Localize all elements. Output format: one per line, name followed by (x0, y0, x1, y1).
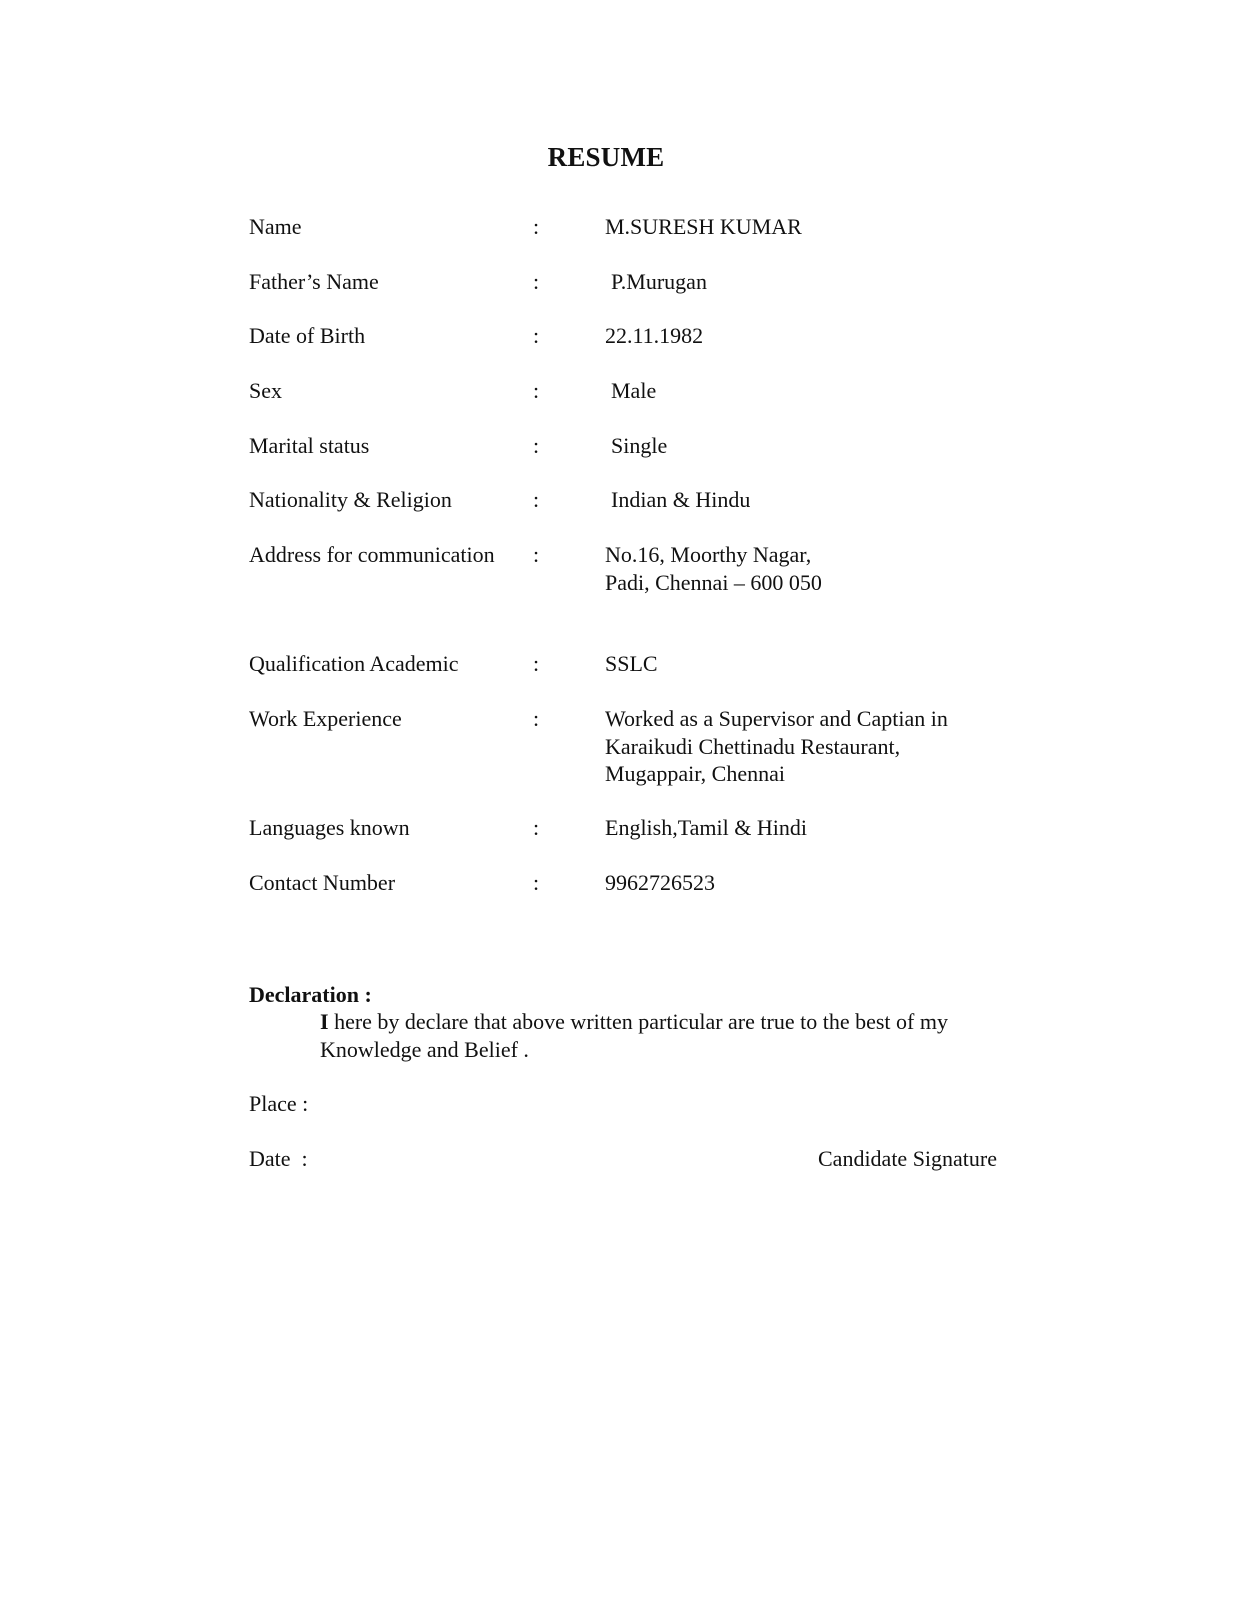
field-colon: : (533, 542, 540, 567)
field-colon: : (533, 433, 540, 458)
field-value-line: Male (611, 378, 657, 403)
field-value (611, 377, 1041, 405)
field-colon: : (533, 706, 540, 731)
field-label: Languages known (249, 815, 410, 840)
field-value-line: SSLC (605, 651, 658, 676)
field-label: Qualification Academic (249, 651, 459, 676)
declaration-line-rest: here by declare that above written particular are true to the best of my (328, 1009, 948, 1034)
field-value (611, 432, 1041, 460)
field-colon: : (533, 815, 540, 840)
candidate-signature-label: Candidate Signature (818, 1146, 998, 1171)
field-value-line: English,Tamil & Hindi (605, 815, 807, 840)
field-value (605, 650, 1035, 678)
declaration-heading: Declaration : (249, 982, 372, 1007)
field-colon: : (533, 323, 540, 348)
field-colon: : (533, 214, 540, 239)
field-value (605, 705, 1035, 788)
field-value-line: 9962726523 (605, 870, 715, 895)
field-value (605, 541, 1035, 596)
page-title: RESUME (547, 142, 665, 172)
field-value (605, 869, 1035, 897)
field-label: Address for communication (249, 542, 495, 567)
field-value-line: Worked as a Supervisor and Captian in (605, 706, 948, 731)
date-label: Date : (249, 1146, 308, 1171)
field-value-line: Karaikudi Chettinadu Restaurant, (605, 733, 901, 759)
field-colon: : (533, 487, 540, 512)
field-value (611, 268, 1041, 296)
field-label: Contact Number (249, 870, 396, 895)
declaration-line: Knowledge and Belief . (320, 1036, 529, 1062)
field-value-line: 22.11.1982 (605, 323, 704, 348)
field-value-line: Padi, Chennai – 600 050 (605, 569, 822, 595)
field-label: Work Experience (249, 706, 402, 731)
place-label: Place : (249, 1091, 309, 1116)
declaration-first-letter: I (320, 1009, 329, 1034)
field-value-line: M.SURESH KUMAR (605, 214, 802, 239)
field-value (611, 486, 1041, 514)
field-colon: : (533, 651, 540, 676)
field-value (605, 213, 1035, 241)
field-label: Name (249, 214, 302, 239)
field-colon: : (533, 269, 540, 294)
field-colon: : (533, 870, 540, 895)
field-label: Nationality & Religion (249, 487, 452, 512)
field-value (605, 814, 1035, 842)
field-colon: : (533, 378, 540, 403)
field-value-line: P.Murugan (611, 269, 707, 294)
field-value-line: Mugappair, Chennai (605, 761, 785, 786)
declaration-text (320, 1008, 1040, 1063)
field-label: Sex (249, 378, 282, 403)
field-label: Marital status (249, 433, 370, 458)
field-value-line: Single (611, 433, 668, 458)
field-value-line: No.16, Moorthy Nagar, (605, 542, 812, 567)
field-label: Date of Birth (249, 323, 366, 348)
field-value (605, 322, 1035, 350)
field-value-line: Indian & Hindu (611, 487, 751, 512)
field-label: Father’s Name (249, 269, 379, 294)
declaration-line (320, 1008, 1040, 1036)
